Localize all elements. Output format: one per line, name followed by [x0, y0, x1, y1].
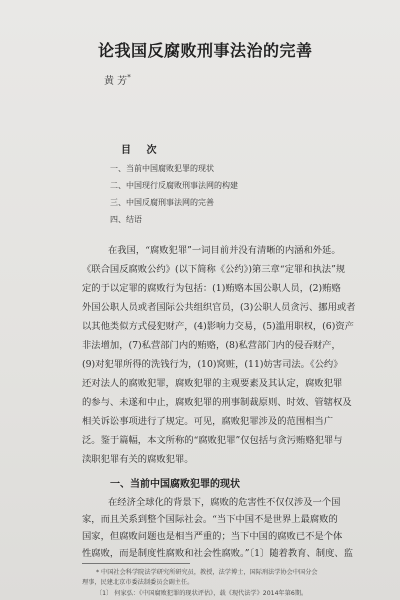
paragraph-line: 在经济全球化的背景下，腐败的危害性不仅仅涉及一个国 [108, 497, 341, 508]
author-name-text: 黄 芳 [104, 76, 128, 87]
paragraph-line: 《联合国反腐败公约》(以下简称《公约》)第三章“定罪和执法”规 [82, 264, 346, 275]
paragraph-line: 性腐败，而是制度性腐败和社会性腐败。”〔1〕随着教育、制度、监 [82, 548, 353, 559]
paragraph-line: 泛。鉴于篇幅，本文所称的“腐败犯罪”仅包括与贪污贿赂犯罪与 [82, 435, 343, 446]
paragraph-line: 渎职犯罪有关的腐败犯罪。 [82, 454, 194, 465]
paragraph-line: 定的于以定罪的腐败行为包括：(1)贿赂本国公职人员，(2)贿赂 [82, 283, 341, 294]
paragraph-line: 以其他类似方式侵犯财产，(4)影响力交易，(5)滥用职权，(6)资产 [82, 321, 354, 332]
toc-item: 四、结语 [110, 215, 142, 224]
toc-item: 二、中国现行反腐败刑事法网的构建 [110, 181, 238, 190]
paragraph-line: 还对法人的腐败犯罪，腐败犯罪的主观要素及其认定，腐败犯罪 [82, 378, 343, 389]
paragraph-line: (9)对犯罪所得的洗钱行为，(10)窝赃，(11)妨害司法。《公约》 [82, 359, 343, 370]
toc-heading: 目 次 [121, 145, 163, 156]
section-heading: 一、当前中国腐败犯罪的现状 [110, 479, 240, 490]
paragraph-line: 在我国，“腐败犯罪”一词目前并没有清晰的内涵和外延。 [108, 245, 341, 256]
footnote-line: 〔1〕 何家弘：《中国腐败犯罪的现状评估》，载《现代法学》2014年第6期。 [96, 590, 308, 597]
paragraph-line: 外国公职人员或者国际公共组织官员，(3)公职人员贪污、挪用或者 [82, 302, 356, 313]
toc-item: 三、中国反腐刑事法网的完善 [110, 198, 214, 207]
footnote-line: * 中国社会科学院法学研究所研究员，教授，法学博士，国际刑法学协会中国分会 [96, 569, 318, 576]
toc-item: 一、当前中国腐败犯罪的现状 [110, 164, 214, 173]
paragraph-line: 家，而且关系到整个国际社会。“当下中国不是世界上最腐败的 [82, 514, 338, 525]
article-title: 论我国反腐败刑事法治的完善 [98, 41, 313, 60]
paragraph-line: 国家，但腐败问题也是相当严重的；当下中国的腐败已不是个体 [82, 531, 343, 542]
footnote-divider [82, 563, 190, 564]
author-name [104, 72, 131, 87]
paragraph-line: 相关诉讼事项进行了规定。可见，腐败犯罪涉及的范围相当广 [82, 416, 334, 427]
paragraph-line: 的参与、未遂和中止，腐败犯罪的刑事制裁原则、时效、管辖权及 [82, 397, 352, 408]
footnote-line: 理事，民建北京市委法制委员会副主任。 [82, 579, 194, 586]
author-footnote-marker: * [127, 73, 131, 82]
paragraph-line: 非法增加，(7)私营部门内的贿赂，(8)私营部门内的侵吞财产， [82, 340, 341, 351]
